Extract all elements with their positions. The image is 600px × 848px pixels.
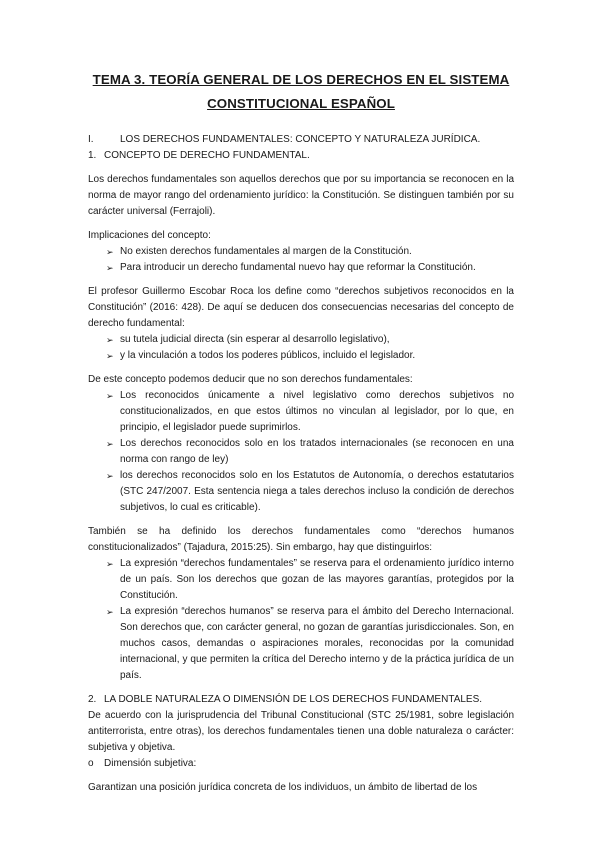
section-heading-text: CONCEPTO DE DERECHO FUNDAMENTAL. (104, 150, 310, 161)
arrow-bullet-icon: ➢ (106, 471, 114, 481)
arrow-bullet-icon: ➢ (106, 263, 114, 273)
section-heading-1 (88, 148, 514, 164)
section-heading-text: LOS DERECHOS FUNDAMENTALES: CONCEPTO Y NATURALEZA JURÍDICA. (120, 134, 481, 145)
list-item: ➢ No existen derechos fundamentales al margen de la Constitución. (88, 244, 514, 260)
arrow-bullet-icon: ➢ (106, 439, 114, 449)
no-son-list (88, 388, 514, 516)
section-number: 2. (88, 694, 97, 705)
distinguir-list (88, 556, 514, 684)
document-title (88, 68, 514, 116)
arrow-bullet-icon: ➢ (106, 391, 114, 401)
arrow-bullet-icon: ➢ (106, 335, 114, 345)
section-heading-text: LA DOBLE NATURALEZA O DIMENSIÓN DE LOS DERECHOS FUNDAMENTALES. (104, 694, 483, 705)
paragraph-escobar: El profesor Guillermo Escobar Roca los define como “derechos subjetivos reconocidos en la Constitución” (2016: 428). De aquí se deducen dos consecuencias necesarias del concepto de derecho fundamental: (88, 286, 514, 329)
list-item: ➢ Los reconocidos únicamente a nivel legislativo como derechos subjetivos no constitucionalizados, en que estos últimos no vinculan al legislador, por lo que, en principio, el legislador puede suprimirlos. (106, 390, 514, 433)
arrow-bullet-icon: ➢ (106, 247, 114, 257)
dimension-subjetiva-heading (88, 756, 514, 772)
list-item: ➢ y la vinculación a todos los poderes públicos, incluido el legislador. (88, 348, 514, 364)
section-number: I. (88, 134, 94, 145)
dimension-label: Dimensión subjetiva: (104, 758, 197, 769)
list-item: ➢ los derechos reconocidos solo en los Estatutos de Autonomía, o derechos estatutarios (STC 247/2007. Esta sentencia niega a tales derechos incluso la condición de derechos subjetivos, lo cual es criticable). (106, 470, 514, 513)
circle-bullet-icon: o (88, 758, 94, 769)
implicaciones-list (88, 244, 514, 276)
list-item: ➢ su tutela judicial directa (sin esperar al desarrollo legislativo), (88, 332, 514, 348)
arrow-bullet-icon: ➢ (106, 559, 114, 569)
arrow-bullet-icon: ➢ (106, 607, 114, 617)
list-item: ➢ La expresión “derechos fundamentales” se reserva para el ordenamiento jurídico interno de un país. Son los derechos que gozan de las mayores garantías, protegidos por la Constitución. (106, 558, 514, 601)
paragraph-derechos-humanos: También se ha definido los derechos fundamentales como “derechos humanos constitucionalizados” (Tajadura, 2015:25). Sin embargo, hay que distinguirlos: (88, 526, 514, 553)
title-line-1: TEMA 3. TEORÍA GENERAL DE LOS DERECHOS EN EL SISTEMA (92, 72, 510, 87)
list-item: ➢ Los derechos reconocidos solo en los tratados internacionales (se reconocen en una norma con rango de ley) (106, 438, 514, 465)
consecuencias-list (88, 332, 514, 364)
arrow-bullet-icon: ➢ (106, 351, 114, 361)
section-heading-2 (88, 692, 514, 708)
section-heading-I (88, 132, 514, 148)
document-page (88, 68, 514, 796)
paragraph-definition: Los derechos fundamentales son aquellos derechos que por su importancia se reconocen en la norma de mayor rango del ordenamiento jurídico: la Constitución. Se distinguen también por su carácter universal (Ferrajoli). (88, 174, 514, 217)
section-number: 1. (88, 150, 97, 161)
title-line-2: CONSTITUCIONAL ESPAÑOL (207, 96, 395, 111)
implicaciones-label: Implicaciones del concepto: (88, 230, 211, 241)
paragraph-garantizan: Garantizan una posición jurídica concreta de los individuos, un ámbito de libertad de los (88, 782, 478, 793)
paragraph-no-son: De este concepto podemos deducir que no son derechos fundamentales: (88, 374, 413, 385)
paragraph-doble-naturaleza: De acuerdo con la jurisprudencia del Tribunal Constitucional (STC 25/1981, sobre legislación antiterrorista, entre otras), los derechos fundamentales tienen una doble naturaleza o carácter: subjetiva y objetiva. (88, 710, 514, 753)
list-item: ➢ La expresión “derechos humanos” se reserva para el ámbito del Derecho Internacional. Son derechos que, con carácter general, no gozan de garantías jurisdiccionales. Son, en muchos casos, demandas o aspiraciones morales, reconocidas por la comunidad internacional, y que permiten la crítica del Derecho interno y de la práctica jurídica de un país. (106, 606, 514, 681)
list-item: ➢ Para introducir un derecho fundamental nuevo hay que reformar la Constitución. (88, 260, 514, 276)
